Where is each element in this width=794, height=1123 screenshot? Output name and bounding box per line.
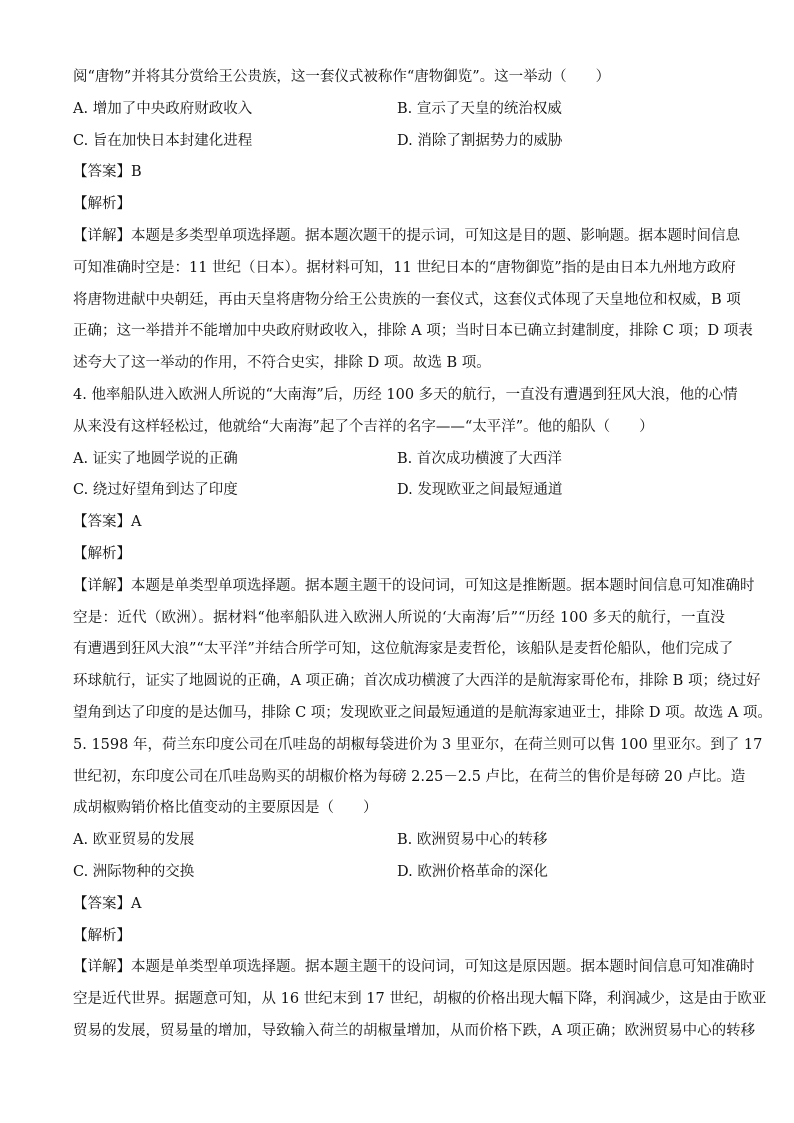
q4-options-row-1 bbox=[73, 444, 725, 476]
q5-option-b: B. 欧洲贸易中心的转移 bbox=[397, 832, 548, 849]
q5-stem-line: 5. 1598 年，荷兰东印度公司在爪哇岛的胡椒每袋进价为 3 里亚尔，在荷兰则可以售 100 里亚尔。到了 17 bbox=[73, 736, 763, 753]
q3-detail-line: 【详解】本题是多类型单项选择题。据本题次题干的提示词，可知这是目的题、影响题。据本题时间信息 bbox=[73, 227, 740, 244]
q3-option-d: D. 消除了割据势力的威胁 bbox=[397, 132, 563, 149]
q4-detail-line: 【详解】本题是单类型单项选择题。据本题主题干的设问词，可知这是推断题。据本题时间信息可知准确时 bbox=[73, 577, 755, 594]
q4-options-row-2 bbox=[73, 475, 725, 507]
q5-option-d: D. 欧洲价格革命的深化 bbox=[397, 863, 548, 880]
q5-options-row-2 bbox=[73, 857, 725, 889]
q5-stem-line: 成胡椒购销价格比值变动的主要原因是（ ） bbox=[73, 800, 378, 817]
q5-detail-line: 【详解】本题是单类型单项选择题。据本题主题干的设问词，可知这是原因题。据本题时间信息可知准确时 bbox=[73, 959, 755, 976]
q5-answer: 【答案】A bbox=[73, 895, 142, 912]
q4-option-b: B. 首次成功横渡了大西洋 bbox=[397, 450, 562, 467]
q3-analysis-label: 【解析】 bbox=[73, 196, 131, 213]
q3-detail-line: 可知准确时空是：11 世纪（日本）。据材料可知，11 世纪日本的“唐物御览”指的是由日本九州地方政府 bbox=[73, 259, 736, 276]
q3-detail-line: 将唐物进献中央朝廷，再由天皇将唐物分给王公贵族的一套仪式，这套仪式体现了天皇地位和权威，B 项 bbox=[73, 291, 741, 308]
q3-option-a: A. 增加了中央政府财政收入 bbox=[73, 100, 253, 117]
q3-options-row-2 bbox=[73, 126, 725, 158]
q4-option-c: C. 绕过好望角到达了印度 bbox=[73, 482, 238, 499]
q3-option-c: C. 旨在加快日本封建化进程 bbox=[73, 132, 253, 149]
q3-option-b: B. 宣示了天皇的统治权威 bbox=[397, 100, 562, 117]
q3-answer: 【答案】B bbox=[73, 164, 142, 181]
q5-detail-line: 贸易的发展，贸易量的增加，导致输入荷兰的胡椒量增加，从而价格下跌，A 项正确；欧洲贸易中心的转移 bbox=[73, 1022, 756, 1039]
q4-answer: 【答案】A bbox=[73, 514, 142, 531]
q3-stem-line: 阅“唐物”并将其分赏给王公贵族，这一套仪式被称作“唐物御览”。这一举动（ ） bbox=[73, 69, 611, 85]
document-page bbox=[73, 62, 772, 1048]
q4-option-a: A. 证实了地圆学说的正确 bbox=[73, 450, 238, 467]
q3-options-row-1 bbox=[73, 94, 725, 126]
q4-detail-line: 望角到达了印度的是达伽马，排除 C 项；发现欧亚之间最短通道的是航海家迪亚士，排除 D 项。故选 A 项。 bbox=[73, 704, 772, 721]
q4-stem-line: 4. 他率船队进入欧洲人所说的“大南海”后，历经 100 多天的航行，一直没有遭遇到狂风大浪，他的心情 bbox=[73, 386, 738, 403]
q4-detail-line: 有遭遇到狂风大浪”“太平洋”并结合所学可知，这位航海家是麦哲伦，该船队是麦哲伦船队，他们完成了 bbox=[73, 641, 734, 658]
q5-detail-line: 空是近代世界。据题意可知，从 16 世纪末到 17 世纪，胡椒的价格出现大幅下降，利润减少，这是由于欧亚 bbox=[73, 991, 767, 1008]
q5-analysis-label: 【解析】 bbox=[73, 927, 131, 944]
q4-detail-line: 环球航行，证实了地圆说的正确，A 项正确；首次成功横渡了大西洋的是航海家哥伦布，排除 B 项；绕过好 bbox=[73, 673, 761, 690]
q4-analysis-label: 【解析】 bbox=[73, 545, 131, 562]
q4-stem-line: 从来没有这样轻松过，他就给“大南海”起了个吉祥的名字——“太平洋”。他的船队（ ） bbox=[73, 418, 654, 435]
q4-detail-line: 空是：近代（欧洲）。据材料“他率船队进入欧洲人所说的‘大南海’后”“历经 100 多天的航行，一直没 bbox=[73, 609, 725, 626]
q4-option-d: D. 发现欧亚之间最短通道 bbox=[397, 482, 563, 499]
q5-option-c: C. 洲际物种的交换 bbox=[73, 863, 195, 880]
q3-detail-line: 正确；这一举措并不能增加中央政府财政收入，排除 A 项；当时日本已确立封建制度，排除 C 项；D 项表 bbox=[73, 323, 753, 340]
q3-detail-line: 述夸大了这一举动的作用，不符合史实，排除 D 项。故选 B 项。 bbox=[73, 355, 491, 372]
q5-option-a: A. 欧亚贸易的发展 bbox=[73, 832, 195, 849]
q5-stem-line: 世纪初，东印度公司在爪哇岛购买的胡椒价格为每磅 2.25－2.5 卢比，在荷兰的售价是每磅 20 卢比。造 bbox=[73, 768, 746, 785]
q5-options-row-1 bbox=[73, 825, 725, 857]
